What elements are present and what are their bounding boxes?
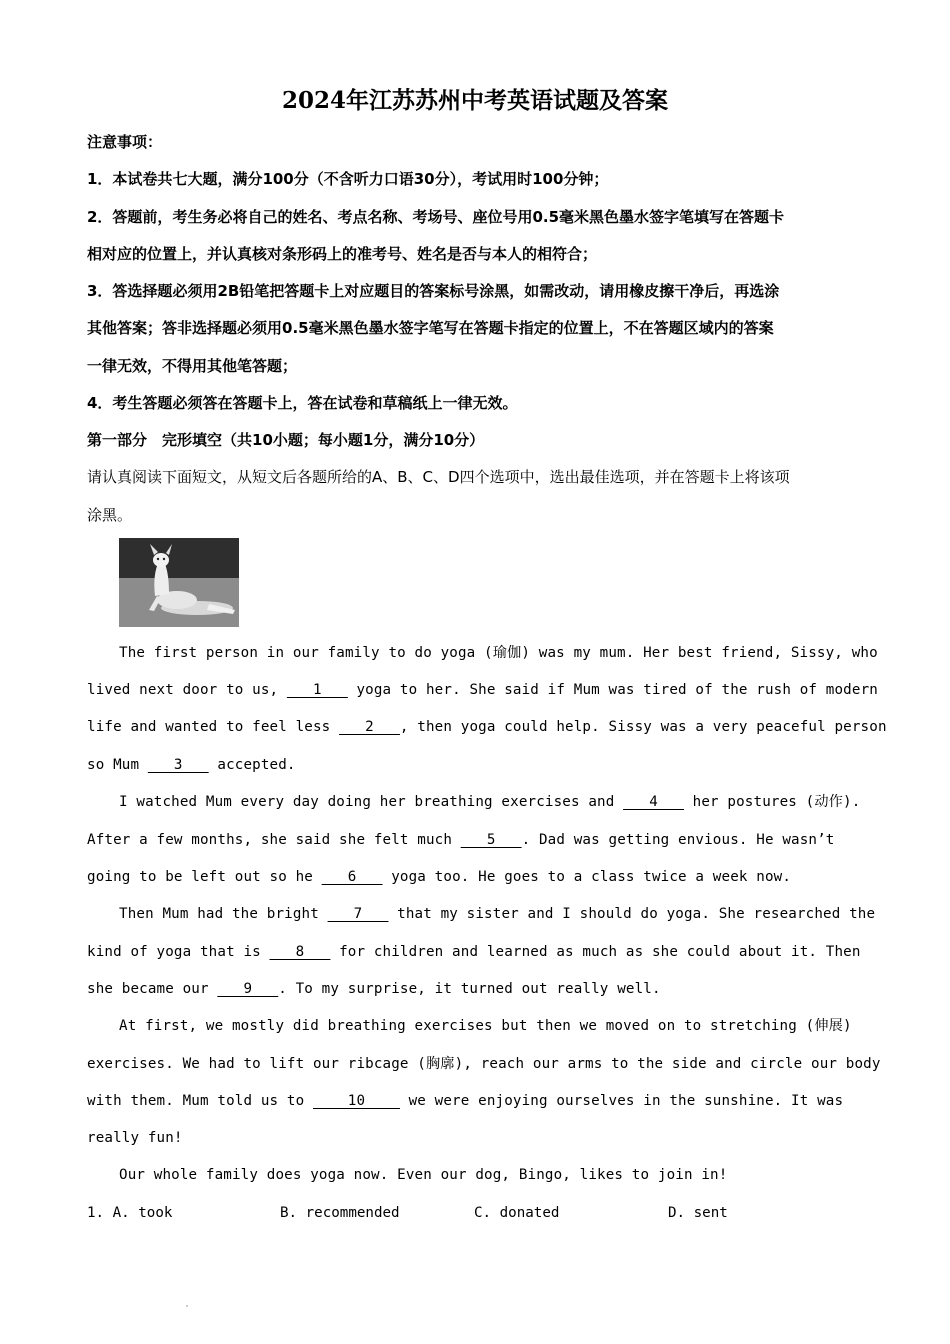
passage-text: lived next door to us, xyxy=(87,682,287,698)
blank-7: ___7___ xyxy=(327,906,389,922)
passage-text: with them. Mum told us to xyxy=(87,1093,313,1109)
passage-line-8 xyxy=(119,904,909,924)
blank-8: ___8___ xyxy=(269,944,331,960)
blank-10: ____10____ xyxy=(312,1093,400,1109)
scan-dot xyxy=(186,1305,188,1307)
notice-line-5: 其他答案；答非选择题必须用0.5毫米黑色墨水签字笔写在答题卡指定的位置上，不在答题区域内的答案 xyxy=(87,319,774,337)
passage-text: accepted. xyxy=(208,757,296,773)
passage-text: . Dad was getting envious. He wasn’t xyxy=(521,832,835,848)
notice-line-2: 2．答题前，考生务必将自己的姓名、考点名称、考场号、座位号用0.5毫米黑色墨水签字笔填写在答题卡 xyxy=(87,208,785,226)
passage-text: . To my surprise, it turned out really well. xyxy=(278,981,661,997)
blank-1: ___1___ xyxy=(286,682,348,698)
passage-line-11: At first, we mostly did breathing exercises but then we moved on to stretching (伸展) xyxy=(119,1018,852,1034)
passage-line-10 xyxy=(87,979,877,999)
passage-text: for children and learned as much as she could about it. Then xyxy=(330,944,861,960)
passage-text: going to be left out so he xyxy=(87,869,322,885)
question-1-option-d: D. sent xyxy=(668,1205,728,1221)
passage-text: that my sister and I should do yoga. She researched the xyxy=(388,906,876,922)
notice-line-4: 3．答选择题必须用2B铅笔把答题卡上对应题目的答案标号涂黑，如需改动，请用橡皮擦干净后，再选涂 xyxy=(87,282,780,300)
notice-line-6: 一律无效，不得用其他笔答题； xyxy=(87,357,298,375)
passage-text: kind of yoga that is xyxy=(87,944,270,960)
question-1-option-b: B. recommended xyxy=(280,1205,400,1221)
passage-line-6 xyxy=(87,830,877,850)
blank-9: ___9___ xyxy=(217,981,279,997)
page-title: 2024年江苏苏州中考英语试题及答案 xyxy=(281,87,668,114)
passage-line-2 xyxy=(87,680,877,700)
passage-line-13 xyxy=(87,1091,877,1111)
passage-line-14: really fun! xyxy=(87,1130,183,1146)
passage-text: yoga too. He goes to a class twice a week now. xyxy=(382,869,792,885)
notice-line-3: 相对应的位置上，并认真核对条形码上的准考号、姓名是否与本人的相符合； xyxy=(87,245,598,263)
passage-line-9 xyxy=(87,942,877,962)
passage-line-7 xyxy=(87,867,877,887)
passage-line-15: Our whole family does yoga now. Even our dog, Bingo, likes to join in! xyxy=(119,1167,728,1183)
question-1-option-a: 1. A. took xyxy=(87,1205,173,1221)
passage-text: yoga to her. She said if Mum was tired of the rush of modern xyxy=(347,682,878,698)
notice-line-1: 1．本试卷共七大题，满分100分（不含听力口语30分），考试用时100分钟； xyxy=(87,170,609,188)
passage-text: , then yoga could help. Sissy was a very peaceful person xyxy=(399,719,887,735)
passage-line-5 xyxy=(119,792,909,812)
passage-text: her postures (动作). xyxy=(683,794,861,810)
passage-text: we were enjoying ourselves in the sunshine. It was xyxy=(399,1093,844,1109)
passage-line-3 xyxy=(87,717,887,737)
passage-line-12: exercises. We had to lift our ribcage (胸廓), reach our arms to the side and circle our body xyxy=(87,1056,881,1072)
blank-4: ___4___ xyxy=(623,794,684,810)
part1-instruction-1: 请认真阅读下面短文，从短文后各题所给的A、B、C、D四个选项中，选出最佳选项，并在答题卡上将该项 xyxy=(87,468,790,486)
passage-text: After a few months, she said she felt much xyxy=(87,832,461,848)
dog-yoga-illustration xyxy=(119,538,239,627)
question-1-option-c: C. donated xyxy=(474,1205,560,1221)
notice-line-7: 4．考生答题必须答在答题卡上，答在试卷和草稿纸上一律无效。 xyxy=(87,394,518,412)
blank-5: ___5___ xyxy=(460,832,522,848)
passage-text: she became our xyxy=(87,981,218,997)
passage-text: Then Mum had the bright xyxy=(119,906,328,922)
part1-instruction-2: 涂黑。 xyxy=(87,506,133,524)
passage-line-4 xyxy=(87,755,877,775)
blank-6: ___6___ xyxy=(321,869,383,885)
passage-text: life and wanted to feel less xyxy=(87,719,340,735)
passage-line-1: The first person in our family to do yoga (瑜伽) was my mum. Her best friend, Sissy, who xyxy=(119,645,878,661)
dog-yoga-photo xyxy=(119,538,239,627)
notice-heading: 注意事项： xyxy=(87,133,163,151)
part1-heading: 第一部分 完形填空（共10小题；每小题1分，满分10分） xyxy=(87,431,485,449)
passage-text: I watched Mum every day doing her breathing exercises and xyxy=(119,794,624,810)
blank-3: ___3___ xyxy=(147,757,209,773)
blank-2: ___2___ xyxy=(339,719,400,735)
passage-text: so Mum xyxy=(87,757,148,773)
